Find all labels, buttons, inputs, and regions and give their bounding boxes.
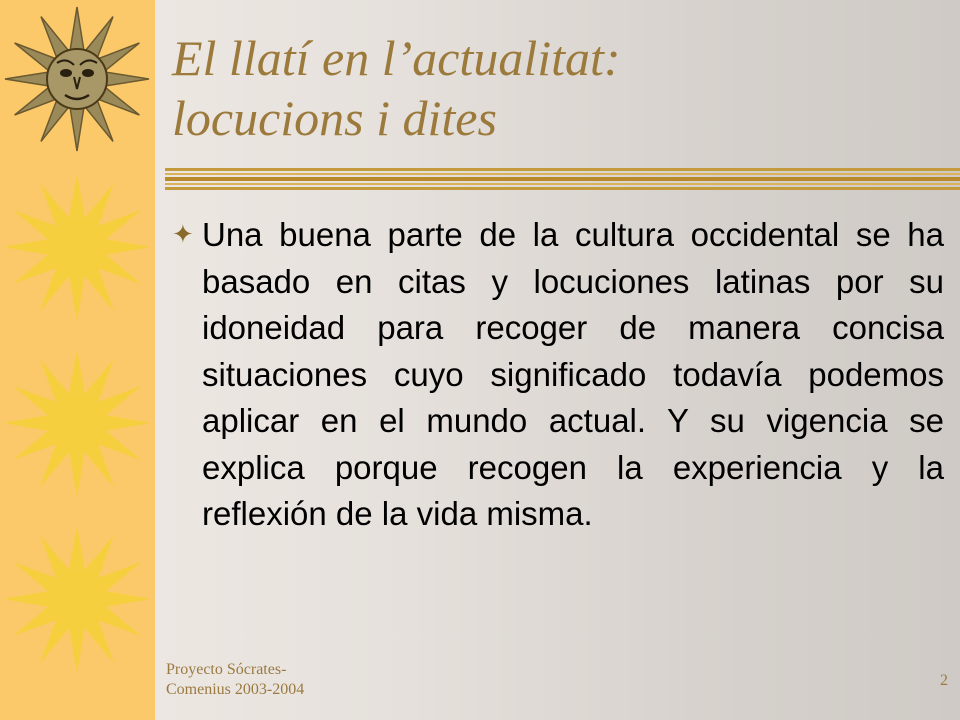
bullet-item bbox=[172, 212, 944, 538]
title-line-2: locucions i dites bbox=[172, 90, 497, 146]
title-divider bbox=[165, 168, 960, 192]
sun-icon bbox=[5, 172, 150, 322]
bullet-text: Una buena parte de la cultura occidental se ha basado en citas y locuciones latinas por su idoneidad para recoger de manera concisa situaciones cuyo significado todavía podemos aplicar en el mundo actual. Y su vigencia se explica porque recogen la experiencia y la reflexión de la vida misma. bbox=[202, 216, 944, 532]
sun-face-icon bbox=[2, 4, 152, 154]
footer-line-1: Proyecto Sócrates- bbox=[166, 661, 287, 678]
page-number: 2 bbox=[940, 672, 948, 689]
slide-body bbox=[172, 212, 944, 538]
sun-icon bbox=[5, 524, 150, 674]
footer-line-2: Comenius 2003-2004 bbox=[166, 681, 305, 698]
title-line-1: El llatí en l’actualitat: bbox=[172, 30, 621, 86]
slide-title bbox=[172, 28, 942, 148]
four-point-star-bullet-icon: ✦ bbox=[172, 220, 194, 250]
slide-footer bbox=[166, 660, 366, 700]
sun-icon bbox=[5, 348, 150, 498]
